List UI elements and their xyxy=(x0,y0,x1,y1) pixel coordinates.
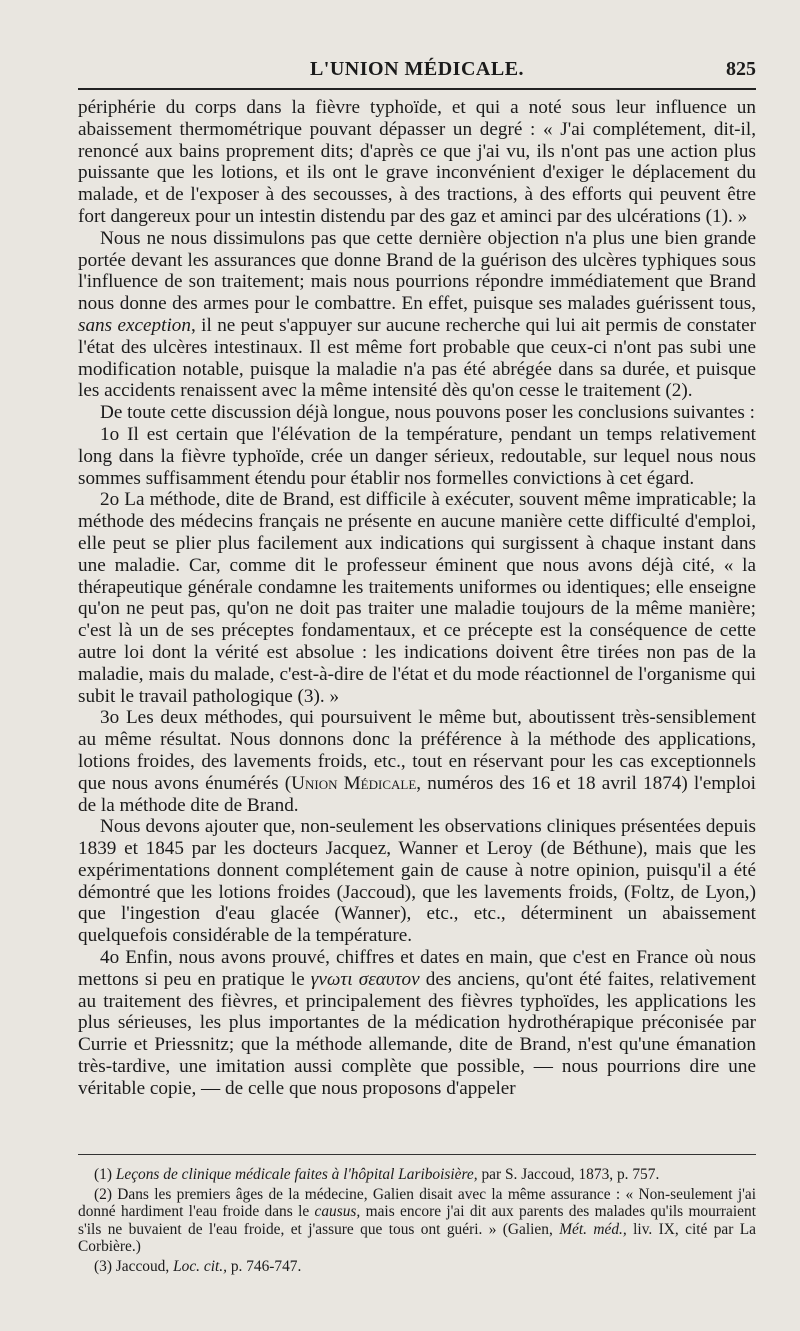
paragraph-2-emphasis: sans exception xyxy=(78,314,191,336)
paragraph-5: 2o La méthode, dite de Brand, est difficile à exécuter, souvent même impraticable; la méthode des médecins français ne présente en aucune manière cette difficulté d'emploi, elle peut se plier plus facilement aux indications qui surgissent à chaque instant dans une maladie. Car, comme dit le professeur éminent que nous avons déjà cité, « la thérapeutique générale condamne les traitements uniformes ou identiques; elle enseigne qu'on ne peut pas, qu'on ne doit pas traiter une maladie toujours de la même manière; c'est là un de ses préceptes fondamentaux, et ce précepte est la conséquence de cette autre loi dont la vérité est absolue : les indications doivent être tirées non pas de la maladie, mais du malade, c'est-à-dire de l'état et du mode réactionnel de l'organisme qui subit le travail pathologique (3). » xyxy=(78,489,756,707)
paragraph-2-text-a: Nous ne nous dissimulons pas que cette dernière objection n'a plus une bien grande portée devant les assurances que donne Brand de la guérison des ulcères typhiques sous l'influence de son traitement; mais nous pourrions répondre immédiatement que Brand nous donne des armes pour le combattre. En effet, puisque ses malades guérissent tous, xyxy=(78,227,756,315)
footnote-3 xyxy=(78,1258,756,1276)
journal-title: L'UNION MÉDICALE. xyxy=(309,58,525,80)
paragraph-2-text-b: , il ne peut s'appuyer sur aucune recherche qui lui ait permis de constater l'état des ulcères intestinaux. Il est même fort probable que ceux-ci n'ont pas subi une modification notable, puisque la maladie n'a pas été abrégée dans sa durée, et puisque les accidents renaissent avec la même intensité dès qu'on cesse le traitement (2). xyxy=(78,314,756,402)
paragraph-8-text-b: des anciens, qu'ont été faites, relativement au traitement des fièvres, et principalement des fièvres typhoïdes, les applications les plus sérieuses, les plus importantes de la médication hydrothérapique préconisée par Currie et Priessnitz; que la méthode allemande, dite de Brand, n'est qu'une émanation très-tardive, une imitation aussi complète que possible, — nous pourrions dire une véritable copie, — de celle que nous proposons d'appeler xyxy=(78,968,757,1099)
paragraph-3: De toute cette discussion déjà longue, nous pouvons poser les conclusions suivantes : xyxy=(100,402,755,424)
footnote-2-text-c: liv. IX, cité par La Corbière.) xyxy=(78,1220,756,1256)
header-rule xyxy=(78,88,756,90)
footnote-2-emphasis: causus, xyxy=(314,1203,361,1221)
footnote-1-text-b: par S. Jaccoud, 1873, p. 757. xyxy=(481,1166,660,1183)
footnote-3-text-a: (3) Jaccoud, xyxy=(94,1257,170,1275)
footnote-2-emphasis-2: Mét. méd., xyxy=(559,1220,627,1238)
paragraph-1: périphérie du corps dans la fièvre typhoïde, et qui a noté sous leur influence un abaissement thermométrique pouvant dépasser un degré : « J'ai complétement, dit-il, renoncé aux bains proprement dits; d'après ce que j'ai vu, ils n'ont pas une action plus puissante que les lotions, et ils ont le grave inconvénient d'exiger le déplacement du malade, et de l'exposer à des secousses, à des tractions, à des efforts qui peuvent être fort dangereux pour un intestin distendu par des gaz et aminci par des ulcérations (1). » xyxy=(78,97,756,227)
paragraph-8 xyxy=(78,947,756,1100)
footnote-2-text-b: mais encore j'ai dit aux parents des malades qu'ils mourraient s'ils ne buvaient de l'eau froide, et j'assure que tous ont guéri. » (Galien, xyxy=(78,1203,756,1238)
footnote-1 xyxy=(78,1166,756,1184)
paragraph-2 xyxy=(78,228,756,402)
paragraph-4: 1o Il est certain que l'élévation de la température, pendant un temps relativement long dans la fièvre typhoïde, crée un danger sérieux, redoutable, sur lequel nous nous sommes suffisamment étendu pour établir nos formelles convictions à cet égard. xyxy=(78,423,756,489)
running-header xyxy=(78,58,756,86)
paragraph-6 xyxy=(78,707,756,816)
page-number: 825 xyxy=(726,58,756,80)
footnotes xyxy=(78,1166,756,1276)
paragraph-8-text-a: 4o Enfin, nous avons prouvé, chiffres et dates en main, que c'est en France où nous mettons si peu en pratique le xyxy=(78,947,756,990)
footnote-1-emphasis: Leçons de clinique médicale faites à l'hôpital Lariboisière, xyxy=(115,1166,478,1183)
footnote-3-text-b: p. 746-747. xyxy=(230,1257,302,1275)
paragraph-6-smallcaps: Union Médicale xyxy=(291,772,417,794)
footnote-2-text-a: (2) Dans les premiers âges de la médecine, Galien disait avec la même assurance : « Non-seulement j'ai donné hardiment l'eau froide dans le xyxy=(78,1185,756,1221)
footnote-rule xyxy=(78,1154,756,1155)
paragraph-7: Nous devons ajouter que, non-seulement les observations cliniques présentées depuis 1839 et 1845 par les docteurs Jacquez, Wanner et Leroy (de Béthune), mais que les expérimentations donnent complétement gain de cause à notre opinion, puisqu'il a été démontré que les lotions froides (Jaccoud), que les lavements froids, (Foltz, de Lyon,) que l'ingestion d'eau glacée (Wanner), etc., etc., déterminent un abaissement quelquefois considérable de la température. xyxy=(78,816,756,947)
footnote-2 xyxy=(78,1186,756,1256)
main-text xyxy=(78,97,756,1100)
footnote-1-text-a: (1) xyxy=(94,1166,112,1183)
footnote-3-emphasis: Loc. cit., xyxy=(173,1257,227,1275)
paragraph-8-greek: γνωτι σεαυτον xyxy=(310,968,420,990)
paragraph-6-text-a: 3o Les deux méthodes, qui poursuivent le même but, aboutissent très-sensiblement au même résultat. Nous donnons donc la préférence à la méthode des applications, lotions froides, des lavements froids, etc., tout en réservant pour les cas exceptionnels que nous avons énumérés ( xyxy=(78,707,756,794)
paragraph-6-text-b: , numéros des 16 et 18 avril 1874) l'emploi de la méthode dite de Brand. xyxy=(78,772,756,816)
